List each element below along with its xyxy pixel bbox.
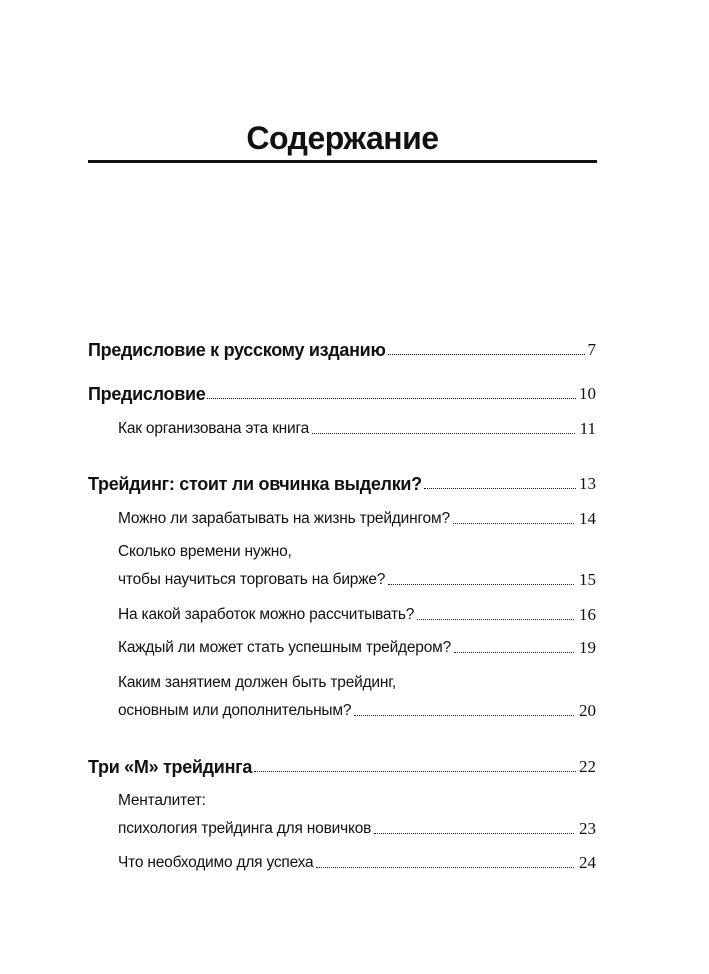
toc-page-number: 20 [579, 701, 596, 720]
toc-page-number: 24 [579, 853, 596, 872]
toc-page-number: 22 [579, 757, 596, 776]
toc-entry-title: Трейдинг: стоит ли овчинка выделки? [88, 474, 422, 494]
toc-entry-section[interactable] [118, 634, 596, 661]
toc-entry-chapter[interactable] [88, 473, 596, 495]
toc-entry-chapter[interactable] [88, 756, 596, 778]
toc-page-number: 16 [579, 605, 596, 624]
toc-entry-title: Что необходимо для успеха [118, 854, 314, 871]
toc-entry-section[interactable] [118, 815, 596, 842]
toc-entry-title: Можно ли зарабатывать на жизнь трейдингом? [118, 510, 450, 527]
toc-page-number: 7 [587, 340, 596, 359]
toc-entry-title: Как организована эта книга [118, 420, 310, 437]
toc-entry-section-first-line[interactable] [118, 787, 596, 814]
dot-leader [312, 433, 575, 434]
toc-entry-title: Три «М» трейдинга [88, 757, 253, 777]
toc-entry-title: психология трейдинга для новичков [118, 820, 372, 837]
dot-leader [424, 488, 576, 489]
title-underline [88, 160, 597, 163]
toc-page-number: 15 [579, 570, 596, 589]
dot-leader [316, 867, 574, 868]
toc-page-number: 13 [579, 474, 596, 493]
toc-page-number: 19 [579, 638, 596, 657]
toc-entry-section[interactable] [118, 697, 596, 724]
dot-leader [374, 833, 574, 834]
toc-entry-chapter[interactable] [88, 339, 596, 361]
dot-leader [354, 715, 574, 716]
toc-entry-section-first-line[interactable] [118, 669, 596, 696]
dot-leader [207, 398, 576, 399]
page-title: Содержание [246, 120, 439, 156]
dot-leader [388, 584, 574, 585]
dot-leader [454, 652, 574, 653]
toc-page-number: 10 [579, 384, 596, 403]
toc-page-number: 14 [579, 509, 596, 528]
dot-leader [254, 771, 576, 772]
toc-entry-section[interactable] [118, 505, 596, 532]
toc-entry-title: чтобы научиться торговать на бирже? [118, 571, 386, 588]
toc-entry-title: Предисловие [88, 384, 206, 404]
toc-entry-section[interactable] [118, 601, 596, 628]
toc-entry-section-first-line[interactable] [118, 538, 596, 565]
toc-entry-title: основным или дополнительным? [118, 702, 352, 719]
toc-entry-title-line1: Менталитет: [118, 792, 206, 809]
toc-page-number: 23 [579, 819, 596, 838]
toc-entry-section[interactable] [118, 849, 596, 876]
toc-entry-section[interactable] [118, 566, 596, 593]
toc-entry-section[interactable] [118, 415, 596, 442]
toc-page-number: 11 [579, 419, 596, 438]
toc-entry-chapter[interactable] [88, 383, 596, 405]
dot-leader [388, 354, 585, 355]
dot-leader [417, 619, 574, 620]
toc-entry-title-line1: Каким занятием должен быть трейдинг, [118, 674, 396, 691]
toc-entry-title: Предисловие к русскому изданию [88, 340, 386, 360]
toc-entry-title-line1: Сколько времени нужно, [118, 543, 292, 560]
dot-leader [453, 523, 574, 524]
toc-entry-title: Каждый ли может стать успешным трейдером? [118, 639, 452, 656]
toc-entry-title: На какой заработок можно рассчитывать? [118, 606, 415, 623]
